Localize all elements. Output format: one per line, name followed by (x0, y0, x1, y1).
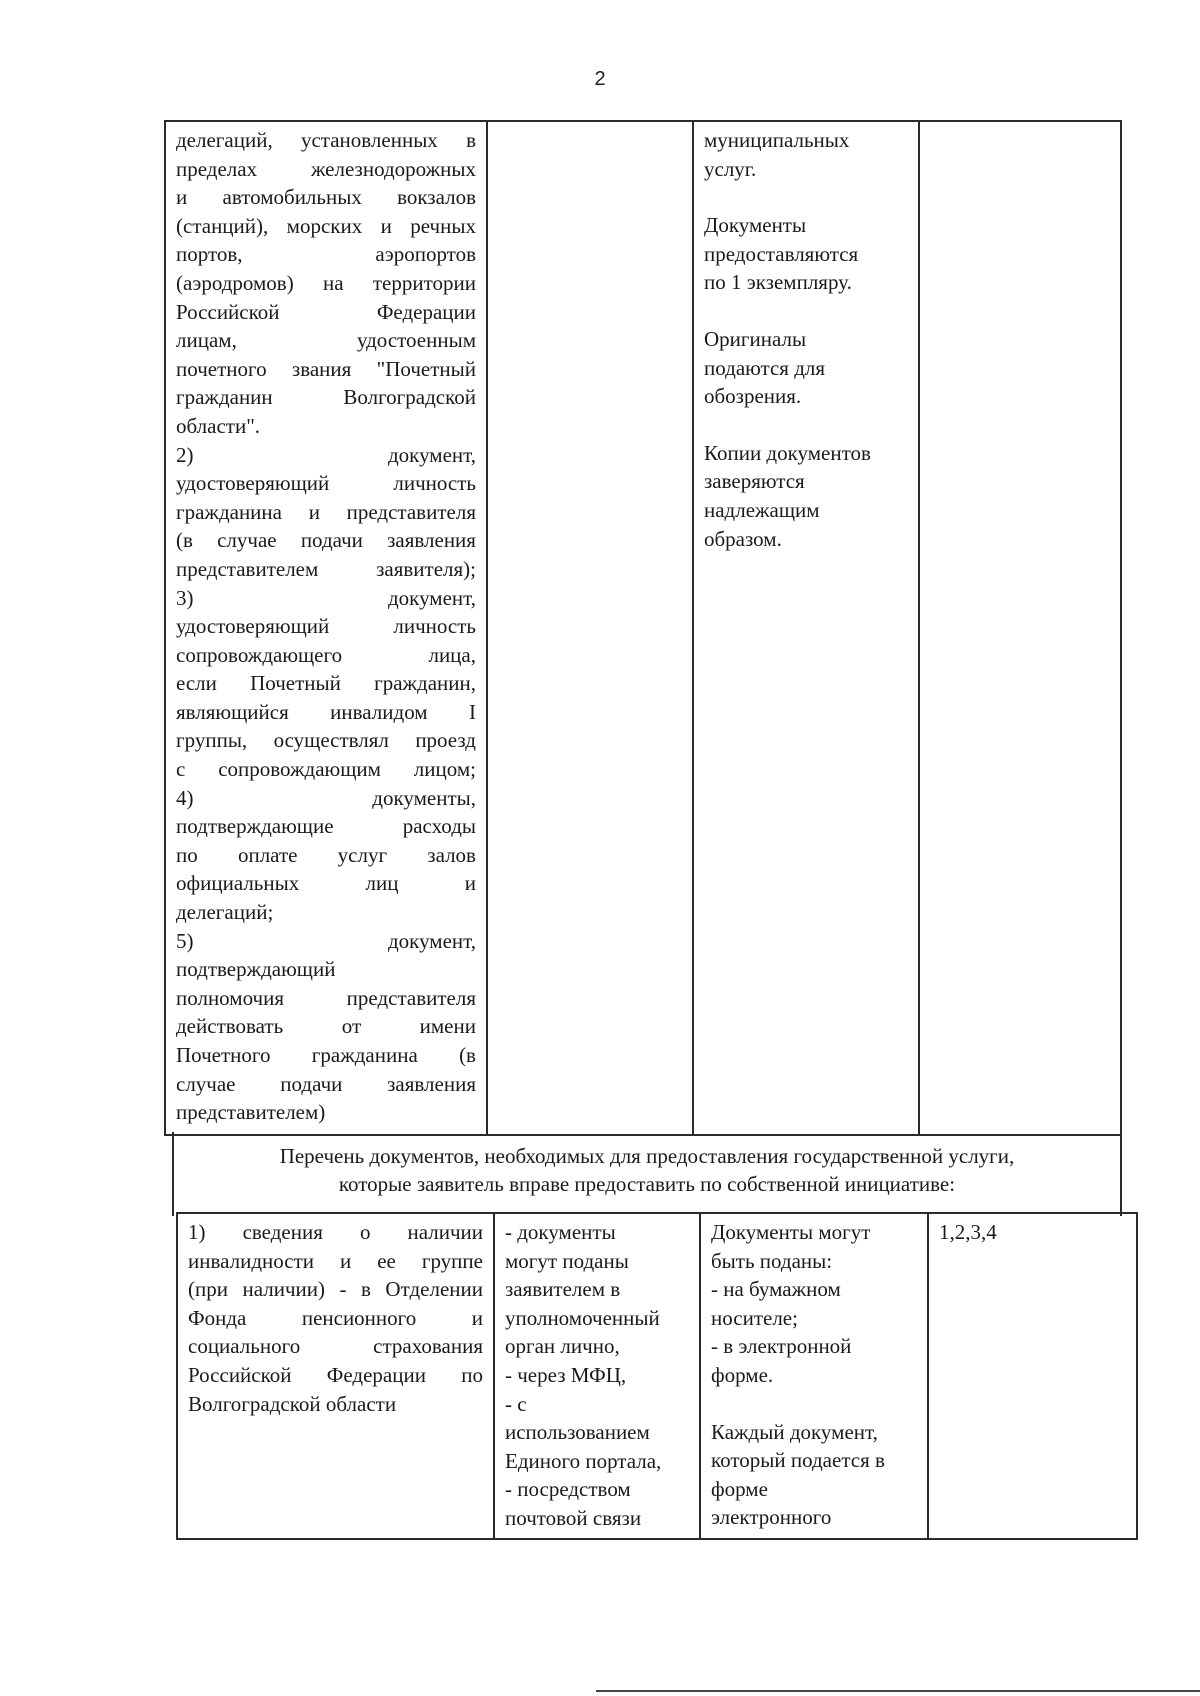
table2-col-reference (929, 1214, 1136, 1538)
word: проезд (415, 728, 476, 753)
word: действовать (176, 1014, 284, 1039)
word: и (340, 1248, 352, 1273)
word: по (176, 842, 198, 867)
text-line: Оригиналы (704, 326, 807, 351)
text-line (176, 355, 476, 384)
text-line: предоставляются (704, 241, 859, 266)
word: подтверждающие (176, 814, 334, 839)
word: Федерации (326, 1362, 426, 1387)
table1-col-requirements (694, 122, 920, 1134)
word: группы, (176, 728, 248, 753)
text-line: заверяются (704, 469, 805, 494)
word: портов, (176, 242, 243, 267)
word: сопровождающим (218, 757, 381, 782)
text-line (188, 1361, 483, 1390)
text-line (176, 126, 476, 155)
text-line (176, 1012, 476, 1041)
word: расходы (402, 814, 476, 839)
text-line (176, 841, 476, 870)
word: и (380, 213, 392, 238)
word: подачи (280, 1071, 343, 1096)
text-line (176, 898, 476, 927)
text-line (176, 1070, 476, 1099)
text-line (188, 1247, 483, 1276)
documents-table-continued (164, 120, 1122, 1136)
word: (аэродромов) (176, 270, 294, 295)
word: осуществлял (273, 728, 389, 753)
table2-col-submission-method (495, 1214, 701, 1538)
text-line (176, 869, 476, 898)
text-line (176, 526, 476, 555)
section-heading-line-1: Перечень документов, необходимых для предоставления государственной услуги, (279, 1144, 1015, 1168)
word: морских (286, 213, 363, 238)
text-line (176, 641, 476, 670)
word: документ, (387, 928, 476, 953)
word: вокзалов (397, 185, 476, 210)
table2-col-requirements (701, 1214, 929, 1538)
text-line (176, 441, 476, 470)
word: заявителя); (376, 556, 476, 581)
word: представителем) (176, 1100, 326, 1125)
word: Волгоградской области (188, 1391, 397, 1416)
text-line (176, 698, 476, 727)
text-line: - с (505, 1391, 527, 1416)
requirements-text (694, 122, 918, 553)
word: заявления (387, 1071, 476, 1096)
word: Федерации (376, 299, 476, 324)
word: документы, (372, 785, 476, 810)
word: железнодорожных (310, 156, 476, 181)
text-line: Документы (704, 213, 807, 238)
text-line: обозрения. (704, 384, 802, 409)
word: территории (372, 270, 476, 295)
text-line (176, 555, 476, 584)
word: 2) (176, 442, 194, 467)
text-line (188, 1304, 483, 1333)
word: наличии) (242, 1277, 325, 1302)
text-line (176, 269, 476, 298)
text-line: надлежащим (704, 497, 820, 522)
text-line: Копии документов (704, 440, 871, 465)
word: лиц (365, 871, 399, 896)
word: удостоверяющий (176, 471, 330, 496)
table1-col-reference (920, 122, 1120, 1134)
word: сведения (242, 1220, 323, 1244)
word: Российской (176, 299, 280, 324)
word: пределах (176, 156, 258, 181)
word: 3) (176, 585, 194, 610)
text-line (176, 669, 476, 698)
text-line (704, 411, 908, 439)
word: Почетный (250, 671, 341, 696)
word: гражданина (176, 499, 282, 524)
word: (при (188, 1277, 228, 1302)
submission-method-text (495, 1214, 699, 1533)
document-list-text (166, 122, 486, 1127)
text-line (711, 1390, 917, 1418)
text-line (176, 984, 476, 1013)
word: документ, (387, 442, 476, 467)
text-line (176, 1098, 476, 1127)
text-line: образом. (704, 526, 782, 551)
text-line (176, 612, 476, 641)
word: гражданина (311, 1043, 418, 1067)
word: документ, (387, 585, 476, 610)
word: о (359, 1220, 371, 1244)
word: и (471, 1305, 483, 1330)
text-line (176, 155, 476, 184)
text-line: электронного (711, 1505, 832, 1530)
word: социального (188, 1334, 301, 1359)
word: оплате (237, 842, 298, 867)
word: являющийся (176, 699, 289, 724)
text-line (188, 1218, 483, 1247)
text-line: подаются для (704, 355, 826, 380)
text-line (176, 469, 476, 498)
word: инвалидом (330, 699, 428, 724)
text-line: орган лично, (505, 1334, 620, 1359)
text-line (176, 183, 476, 212)
text-line: - посредством (505, 1477, 631, 1502)
word: в (360, 1277, 371, 1302)
reference-numbers: 1,2,3,4 (939, 1220, 997, 1244)
word: лицам, (176, 328, 237, 353)
text-line: - на бумажном (711, 1277, 841, 1302)
word: заявления (387, 528, 476, 553)
text-line (188, 1390, 483, 1419)
word: официальных (176, 871, 300, 896)
word: (станций), (176, 213, 269, 238)
optional-documents-table (176, 1212, 1138, 1540)
word: имени (419, 1014, 476, 1039)
word: страхования (373, 1334, 483, 1359)
word: личность (393, 471, 476, 496)
word: залов (427, 842, 476, 867)
word: лицом; (413, 757, 476, 782)
word: "Почетный (376, 356, 476, 381)
word: ее (377, 1248, 396, 1273)
text-line (176, 383, 476, 412)
word: наличии (407, 1220, 483, 1244)
word: по (461, 1362, 483, 1387)
word: - (339, 1277, 347, 1302)
table1-col-document-list (166, 122, 488, 1134)
word: гражданин (176, 385, 273, 410)
text-line: Документы могут (711, 1220, 871, 1244)
word: и (176, 185, 188, 210)
word: удостоверяющий (176, 614, 330, 639)
word: (в (459, 1043, 476, 1067)
word: делегаций; (176, 900, 274, 925)
page-bottom-rule (596, 1690, 1200, 1692)
submission-requirements-text (701, 1214, 927, 1532)
text-line: форме (711, 1476, 768, 1501)
word: представителя (346, 499, 476, 524)
text-line (176, 755, 476, 784)
word: Российской (188, 1362, 292, 1387)
text-line: - документы (505, 1220, 616, 1244)
word: подтверждающий (176, 957, 336, 982)
text-line: - через МФЦ, (505, 1362, 627, 1387)
text-line (704, 297, 908, 325)
text-line: - в электронной (711, 1334, 852, 1359)
word: если (176, 671, 217, 696)
word: аэропортов (375, 242, 476, 267)
word: речных (410, 213, 476, 238)
word: полномочия (176, 985, 284, 1010)
word: Почетного (176, 1043, 271, 1067)
text-line (176, 240, 476, 269)
section-heading-line-2: которые заявитель вправе предоставить по собственной инициативе: (338, 1172, 956, 1196)
word: случае (176, 1071, 236, 1096)
word: с (176, 757, 186, 782)
word: инвалидности (188, 1248, 315, 1273)
text-line: услуг. (704, 156, 757, 181)
word: области". (176, 413, 261, 438)
word: делегаций, (176, 128, 273, 152)
text-line (176, 212, 476, 241)
text-line (176, 584, 476, 613)
text-line (188, 1332, 483, 1361)
word: Отделении (385, 1277, 483, 1302)
word: I (469, 699, 476, 724)
text-line: Единого портала, (505, 1448, 662, 1473)
word: представителя (346, 985, 476, 1010)
text-line (704, 183, 908, 211)
table1-col-submission-method (488, 122, 694, 1134)
text-line (188, 1275, 483, 1304)
text-line (176, 726, 476, 755)
word: гражданин, (374, 671, 476, 696)
text-line (176, 412, 476, 441)
word: 4) (176, 785, 194, 810)
text-line: который подается в (711, 1448, 885, 1473)
text-line (176, 326, 476, 355)
word: сопровождающего (176, 642, 343, 667)
word: 1) (188, 1220, 206, 1244)
word: и (308, 499, 320, 524)
word: в (466, 128, 476, 152)
word: Волгоградской (343, 385, 476, 410)
word: лица, (428, 642, 476, 667)
word: звания (291, 356, 352, 381)
word: автомобильных (222, 185, 362, 210)
text-line: использованием (505, 1420, 650, 1445)
text-line: заявителем в (505, 1277, 621, 1302)
text-line: Каждый документ, (711, 1419, 878, 1444)
text-line: форме. (711, 1362, 774, 1387)
word: от (341, 1014, 362, 1039)
text-line: уполномоченный (505, 1305, 660, 1330)
text-line (176, 812, 476, 841)
word: на (323, 270, 344, 295)
text-line: по 1 экземпляру. (704, 270, 852, 295)
text-line: муниципальных (704, 128, 850, 152)
page-number: 2 (594, 68, 606, 90)
word: представителем (176, 556, 319, 581)
text-line (176, 784, 476, 813)
word: почетного (176, 356, 267, 381)
word: 5) (176, 928, 194, 953)
word: услуг (337, 842, 388, 867)
word: группе (421, 1248, 483, 1273)
word: удостоенным (356, 328, 476, 353)
text-line (176, 298, 476, 327)
word: (в (176, 528, 193, 553)
text-line: почтовой связи (505, 1505, 642, 1530)
word: случае (217, 528, 277, 553)
word: личность (393, 614, 476, 639)
text-line (176, 955, 476, 984)
section-heading-row (172, 1132, 1122, 1216)
word: пенсионного (301, 1305, 417, 1330)
word: Фонда (188, 1305, 247, 1330)
text-line: быть поданы: (711, 1248, 833, 1273)
text-line: носителе; (711, 1305, 798, 1330)
table2-col-document (178, 1214, 495, 1538)
word: подачи (300, 528, 363, 553)
text-line (176, 498, 476, 527)
word: и (464, 871, 476, 896)
text-line (176, 1041, 476, 1070)
text-line (176, 927, 476, 956)
word: установленных (300, 128, 438, 152)
optional-document-text (178, 1214, 493, 1418)
text-line: могут поданы (505, 1248, 629, 1273)
